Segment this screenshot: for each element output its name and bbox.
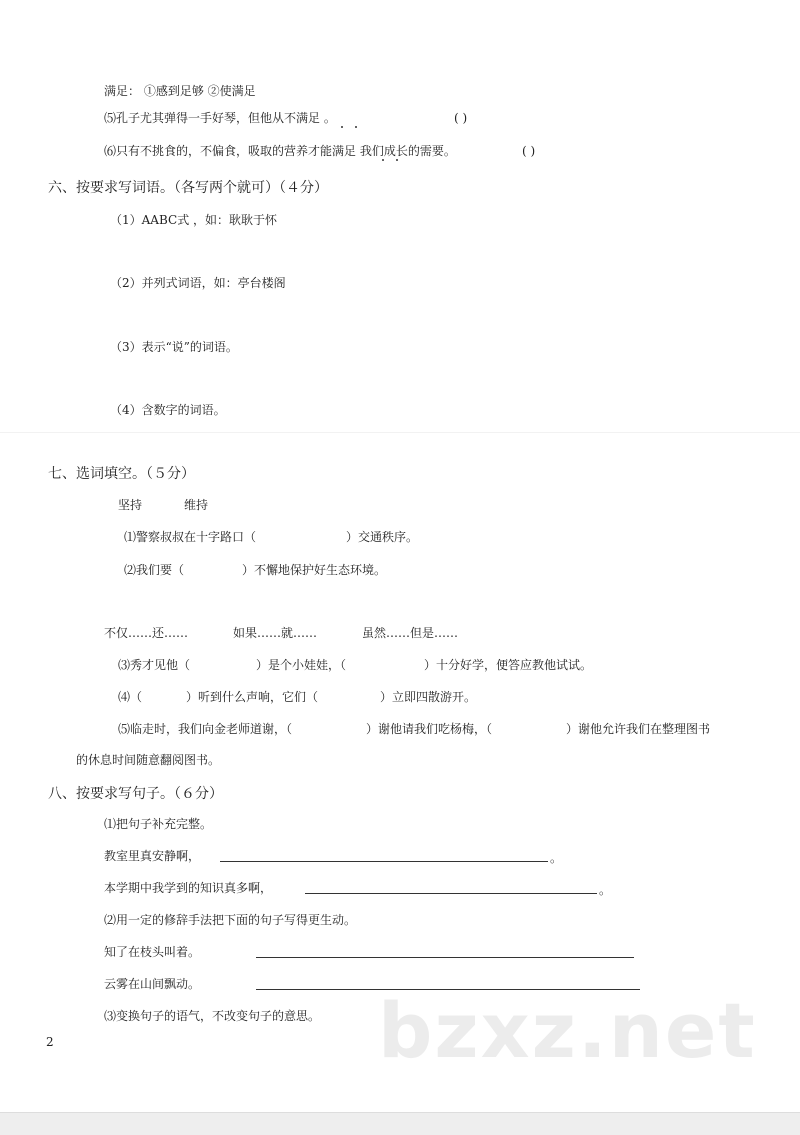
- sec6-item-3: （3）表示“说”的词语。: [110, 340, 238, 354]
- emphasis-dot: [341, 126, 343, 128]
- sec8-part-1: ⑴把句子补充完整。: [104, 817, 213, 831]
- sec8-sentence-2: 本学期中我学到的知识真多啊，: [104, 881, 273, 895]
- sec5-q6-answer[interactable]: ( ): [522, 144, 536, 158]
- answer-line-3[interactable]: [256, 957, 634, 958]
- sec7-q4-a: ⑷（: [118, 690, 143, 704]
- definition-line: 满足： ①感到足够 ②使满足: [104, 84, 256, 98]
- page-fold-line: [0, 432, 800, 433]
- sec7-q1-b: ）交通秩序。: [346, 530, 419, 544]
- sec7-q3-b: ）是个小娃娃，（: [256, 658, 347, 672]
- sec7-q5-continued: 的休息时间随意翻阅图书。: [76, 753, 221, 767]
- sec7-q4-c: ）立即四散游开。: [380, 690, 477, 704]
- sec7-q3-c: ）十分好学，便答应教他试试。: [424, 658, 593, 672]
- sec7-q5-b: ）谢他请我们吃杨梅，（: [366, 722, 493, 736]
- answer-line-1[interactable]: [220, 861, 548, 862]
- sec5-q5-text: ⑸孔子尤其弹得一手好琴，但他从不满足 。: [104, 111, 336, 125]
- page-number: 2: [46, 1035, 54, 1049]
- sec6-item-1: （1）AABC式 ，如：耿耿于怀: [110, 213, 278, 227]
- sec5-q6-text: ⑹只有不挑食的，不偏食，吸取的营养才能满足 我们成长的需要。: [104, 144, 456, 158]
- answer-line-2[interactable]: [305, 893, 597, 894]
- period-2: 。: [599, 883, 612, 897]
- sec8-part-2: ⑵用一定的修辞手法把下面的句子写得更生动。: [104, 913, 357, 927]
- word-pair-2: 如果……就……: [233, 626, 318, 640]
- sec8-sentence-1: 教室里真安静啊，: [104, 849, 201, 863]
- period-1: 。: [550, 851, 563, 865]
- sec6-item-2: （2）并列式词语，如：亭台楼阁: [110, 276, 286, 290]
- sec6-item-4: （4）含数字的词语。: [110, 403, 226, 417]
- word-option-1: 坚持: [118, 498, 143, 512]
- emphasis-dot: [355, 126, 357, 128]
- sec8-sentence-3: 知了在枝头叫着。: [104, 945, 201, 959]
- word-option-2: 维持: [184, 498, 209, 512]
- section-8-heading: 八、按要求写句子。（６分）: [48, 786, 223, 802]
- section-6-heading: 六、按要求写词语。（各写两个就可）（４分）: [48, 180, 328, 196]
- sec7-q2-b: ）不懈地保护好生态环境。: [242, 563, 387, 577]
- watermark: bzxz.net: [378, 986, 757, 1075]
- word-pair-1: 不仅……还……: [104, 626, 189, 640]
- sec7-q2-a: ⑵我们要（: [124, 563, 185, 577]
- sec7-q1-a: ⑴警察叔叔在十字路口（: [124, 530, 257, 544]
- sec5-q5-answer[interactable]: ( ): [454, 111, 468, 125]
- viewer-bottom-bar: [0, 1112, 800, 1135]
- sec8-part-3: ⑶变换句子的语气，不改变句子的意思。: [104, 1009, 321, 1023]
- sec7-q5-c: ）谢他允许我们在整理图书: [566, 722, 711, 736]
- word-pair-3: 虽然……但是……: [362, 626, 459, 640]
- section-7-heading: 七、选词填空。（５分）: [48, 466, 195, 482]
- sec7-q5-a: ⑸临走时，我们向金老师道谢，（: [118, 722, 293, 736]
- sec7-q3-a: ⑶秀才见他（: [118, 658, 191, 672]
- sec8-sentence-4: 云雾在山间飘动。: [104, 977, 201, 991]
- emphasis-dot: [396, 159, 398, 161]
- sec7-q4-b: ）听到什么声响，它们（: [186, 690, 319, 704]
- emphasis-dot: [382, 159, 384, 161]
